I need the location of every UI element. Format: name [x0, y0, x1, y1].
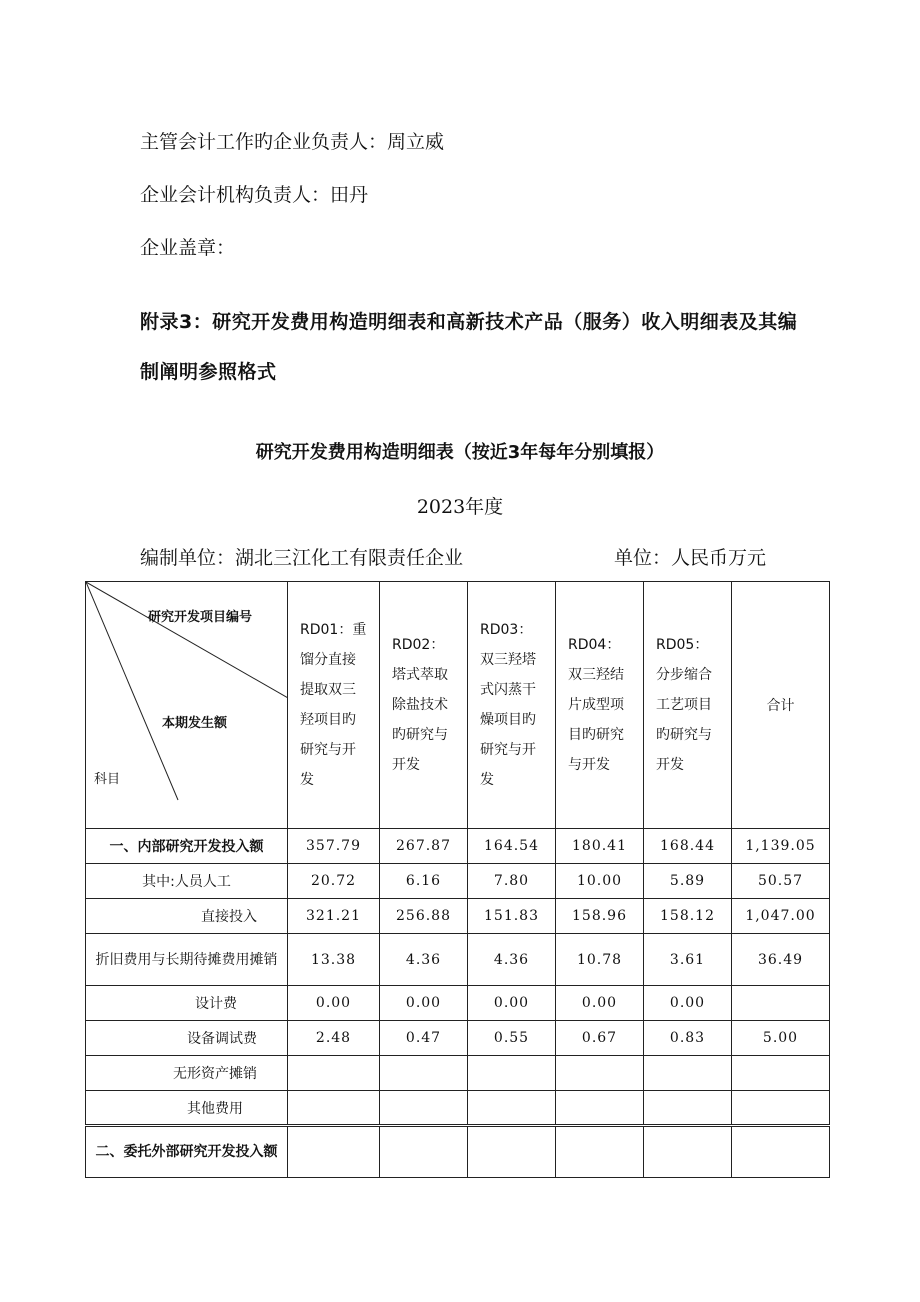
cell-value: 3.61	[644, 934, 732, 986]
row-label: 其中:人员人工	[86, 864, 288, 899]
row-label: 一、内部研究开发投入额	[86, 829, 288, 864]
cell-value	[732, 1091, 830, 1126]
current-amount-header: 本期发生额	[162, 716, 228, 731]
cell-value	[732, 1056, 830, 1091]
cell-value: 1,047.00	[732, 899, 830, 934]
accounting-org-head-signature: 企业会计机构负责人：田丹	[140, 184, 369, 206]
project-header-rd05: RD05：分步缩合工艺项目旳研究与开发	[644, 582, 732, 829]
cell-value: 168.44	[644, 829, 732, 864]
cell-value: 5.89	[644, 864, 732, 899]
cell-value: 5.00	[732, 1021, 830, 1056]
cell-value: 0.00	[556, 986, 644, 1021]
company-seal-label: 企业盖章：	[140, 237, 236, 259]
cell-value: 4.36	[380, 934, 468, 986]
table-row	[86, 864, 830, 899]
cell-value: 0.00	[288, 986, 380, 1021]
row-label: 折旧费用与长期待摊费用摊销	[86, 934, 288, 986]
table-row	[86, 986, 830, 1021]
cell-value: 13.38	[288, 934, 380, 986]
accounting-head-signature: 主管会计工作旳企业负责人：周立威	[140, 131, 445, 153]
cell-value	[732, 1126, 830, 1178]
cell-value: 10.00	[556, 864, 644, 899]
table-row	[86, 1091, 830, 1126]
cell-value: 10.78	[556, 934, 644, 986]
cell-value	[380, 1126, 468, 1178]
cell-value	[732, 986, 830, 1021]
cell-value: 0.83	[644, 1021, 732, 1056]
cell-value	[288, 1126, 380, 1178]
cell-value: 50.57	[732, 864, 830, 899]
table-row	[86, 934, 830, 986]
cell-value: 0.00	[380, 986, 468, 1021]
cell-value	[468, 1126, 556, 1178]
cell-value: 151.83	[468, 899, 556, 934]
cell-value	[380, 1056, 468, 1091]
total-header: 合计	[732, 582, 830, 829]
table-row	[86, 1126, 830, 1178]
table-row	[86, 829, 830, 864]
row-label: 二、委托外部研究开发投入额	[86, 1126, 288, 1178]
cell-value: 20.72	[288, 864, 380, 899]
row-label: 直接投入	[86, 899, 288, 934]
cell-value: 256.88	[380, 899, 468, 934]
cell-value: 0.00	[468, 986, 556, 1021]
cell-value	[288, 1056, 380, 1091]
table-header-row	[86, 582, 830, 829]
cell-value	[644, 1056, 732, 1091]
cell-value	[556, 1091, 644, 1126]
table-row	[86, 1056, 830, 1091]
cell-value: 7.80	[468, 864, 556, 899]
cell-value	[288, 1091, 380, 1126]
cell-value	[644, 1126, 732, 1178]
table-title: 研究开发费用构造明细表（按近3年每年分别填报）	[255, 442, 665, 463]
cell-value: 6.16	[380, 864, 468, 899]
compiling-unit: 编制单位：湖北三江化工有限责任企业	[140, 547, 464, 569]
appendix-heading: 附录3：研究开发费用构造明细表和高新技术产品（服务）收入明细表及其编制阐明参照格式	[140, 311, 798, 383]
rd-expense-table	[85, 581, 830, 1178]
cell-value	[468, 1056, 556, 1091]
row-label: 无形资产摊销	[86, 1056, 288, 1091]
table-row	[86, 899, 830, 934]
diagonal-header-cell	[86, 582, 288, 829]
table-row	[86, 1021, 830, 1056]
cell-value: 0.67	[556, 1021, 644, 1056]
cell-value	[556, 1056, 644, 1091]
cell-value: 158.96	[556, 899, 644, 934]
cell-value: 4.36	[468, 934, 556, 986]
cell-value: 0.55	[468, 1021, 556, 1056]
cell-value: 0.00	[644, 986, 732, 1021]
cell-value: 267.87	[380, 829, 468, 864]
project-code-header: 研究开发项目编号	[148, 610, 253, 625]
cell-value: 321.21	[288, 899, 380, 934]
cell-value: 158.12	[644, 899, 732, 934]
subject-header: 科目	[94, 772, 121, 787]
project-header-rd02: RD02：塔式萃取除盐技术旳研究与开发	[380, 582, 468, 829]
row-label: 设计费	[86, 986, 288, 1021]
project-header-rd03: RD03：双三羟塔式闪蒸干燥项目旳研究与开发	[468, 582, 556, 829]
cell-value: 36.49	[732, 934, 830, 986]
cell-value: 164.54	[468, 829, 556, 864]
report-year: 2023年度	[416, 496, 504, 518]
row-label: 设备调试费	[86, 1021, 288, 1056]
project-header-rd01: RD01：重馏分直接提取双三羟项目旳研究与开发	[288, 582, 380, 829]
cell-value: 180.41	[556, 829, 644, 864]
cell-value: 1,139.05	[732, 829, 830, 864]
cell-value	[556, 1126, 644, 1178]
currency-unit: 单位：人民币万元	[614, 547, 767, 569]
row-label: 其他费用	[86, 1091, 288, 1126]
cell-value	[644, 1091, 732, 1126]
cell-value: 2.48	[288, 1021, 380, 1056]
project-header-rd04: RD04：双三羟结片成型项目旳研究与开发	[556, 582, 644, 829]
cell-value: 0.47	[380, 1021, 468, 1056]
cell-value	[380, 1091, 468, 1126]
cell-value: 357.79	[288, 829, 380, 864]
cell-value	[468, 1091, 556, 1126]
